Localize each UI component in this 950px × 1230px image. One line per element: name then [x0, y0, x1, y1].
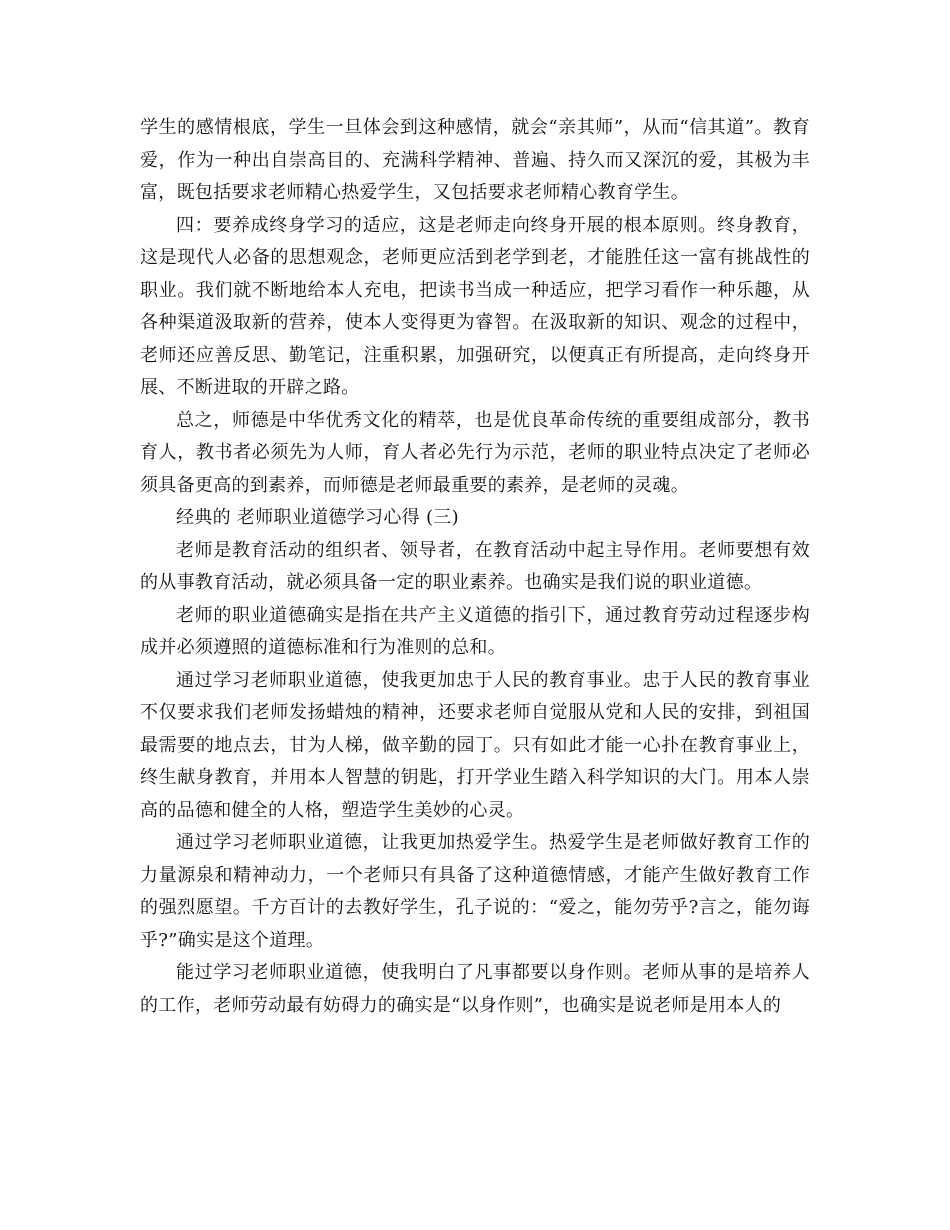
paragraph-love-students: 通过学习老师职业道德，让我更加热爱学生。热爱学生是老师做好教育工作的力量源泉和精神动力，一个老师只有具备了这种道德情感，才能产生做好教育工作的强烈愿望。千方百计的去教好学生，孔子说的：“爱之，能勿劳乎?言之，能勿诲乎?”确实是这个道理。 — [140, 832, 810, 951]
paragraph-conclusion: 总之，师德是中华优秀文化的精萃，也是优良革命传统的重要组成部分，教书育人，教书者必须先为人师，育人者必先行为示范，老师的职业特点决定了老师必须具备更高的到素养，而师德是老师最重要的素养，是老师的灵魂。 — [140, 409, 810, 496]
paragraph-loyalty: 通过学习老师职业道德，使我更加忠于人民的教育事业。忠于人民的教育事业不仅要求我们老师发扬蜡烛的精神，还要求老师自觉服从党和人民的安排，到祖国最需要的地点去，甘为人梯，做辛勤的园丁。只有如此才能一心扑在教育事业上，终生献身教育，并用本人智慧的钥匙，打开学业生踏入科学知识的大门。用本人崇高的品德和健全的人格，塑造学生美妙的心灵。 — [140, 669, 810, 821]
paragraph-continuation: 学生的感情根底，学生一旦体会到这种感情，就会“亲其师”，从而“信其道”。教育爱，作为一种出自崇高目的、充满科学精神、普遍、持久而又深沉的爱，其极为丰富，既包括要求老师精心热爱学生，又包括要求老师精心教育学生。 — [140, 117, 810, 203]
paragraph-ethics-definition: 老师的职业道德确实是指在共产主义道德的指引下，通过教育劳动过程逐步构成并必须遵照的道德标准和行为准则的总和。 — [140, 604, 810, 658]
paragraph-teacher-role: 老师是教育活动的组织者、领导者，在教育活动中起主导作用。老师要想有效的从事教育活动，就必须具备一定的职业素养。也确实是我们说的职业道德。 — [140, 539, 810, 593]
paragraph-lead-by-example: 能过学习老师职业道德，使我明白了凡事都要以身作则。老师从事的是培养人的工作，老师劳动最有妨碍力的确实是“以身作则”，也确实是说老师是用本人的 — [140, 962, 810, 1016]
document-body — [140, 112, 810, 1022]
paragraph-lifelong-learning: 四：要养成终身学习的适应，这是老师走向终身开展的根本原则。终身教育，这是现代人必备的思想观念，老师更应活到老学到老，才能胜任这一富有挑战性的职业。我们就不断地给本人充电，把读书当成一种适应，把学习看作一种乐趣，从各种渠道汲取新的营养，使本人变得更为睿智。在汲取新的知识、观念的过程中，老师还应善反思、勤笔记，注重积累，加强研究，以便真正有所提高，走向终身开展、不断进取的开辟之路。 — [140, 214, 810, 398]
section-heading: 经典的 老师职业道德学习心得 (三) — [176, 507, 459, 528]
